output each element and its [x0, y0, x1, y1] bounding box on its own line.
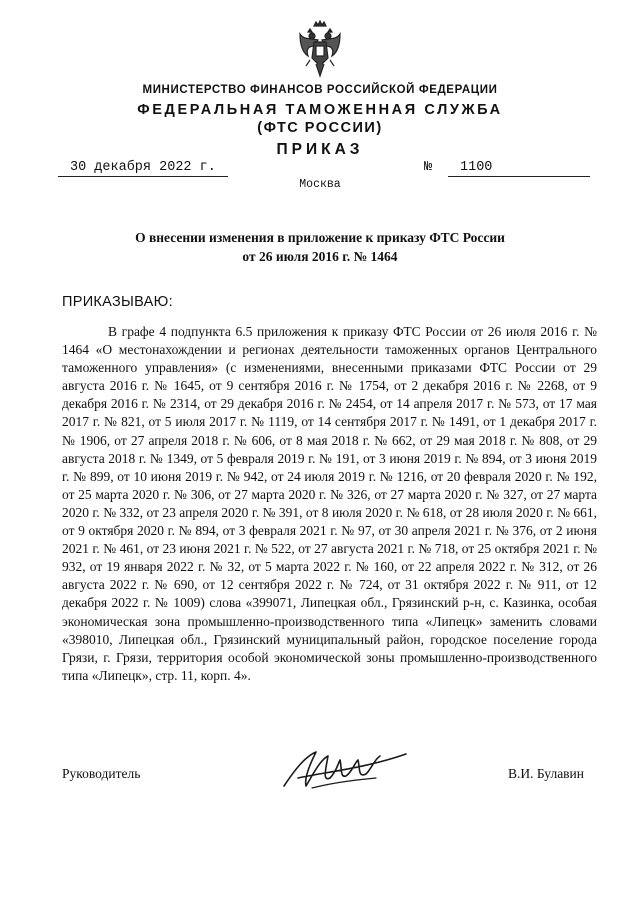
document-date: 30 декабря 2022 г.: [58, 160, 228, 177]
document-number: 1100: [448, 160, 590, 177]
signatory-name: В.И. Булавин: [508, 766, 585, 781]
service-abbreviation: (ФТС РОССИИ): [257, 120, 383, 136]
order-heading: ПРИКАЗЫВАЮ:: [62, 294, 173, 310]
coat-of-arms-icon: [298, 20, 342, 78]
signatory-role: Руководитель: [62, 766, 141, 781]
document-type: ПРИКАЗ: [276, 141, 364, 158]
order-body-paragraph: В графе 4 подпункта 6.5 приложения к приказу ФТС России от 26 июля 2016 г. № 1464 «О местонахождении и регионах деятельности таможенных органов Центрального таможенного управления» (с изменениями, внесенными приказами ФТС России от 29 августа 2016 г. № 1645, от 9 сентября 2016 г. № 1754, от 2 декабря 2016 г. № 2268, от 9 декабря 2016 г. № 2314, от 29 декабря 2016 г. № 2454, от 14 апреля 2017 г. № 573, от 17 мая 2017 г. № 821, от 5 июля 2017 г. № 1119, от 14 сентября 2017 г. № 1491, от 1 декабря 2017 г. № 1906, от 27 апреля 2018 г. № 606, от 8 мая 2018 г. № 662, от 29 мая 2018 г. № 808, от 29 августа 2018 г. № 1349, от 5 февраля 2019 г. № 191, от 3 июня 2019 г. № 894, от 3 июня 2019 г. № 899, от 10 июня 2019 г. № 942, от 24 июля 2019 г. № 1216, от 20 февраля 2020 г. № 192, от 25 марта 2020 г. № 306, от 27 марта 2020 г. № 326, от 27 марта 2020 г. № 327, от 27 марта 2020 г. № 332, от 23 апреля 2020 г. № 391, от 8 июля 2020 г. № 618, от 28 июля 2020 г. № 661, от 9 октября 2020 г. № 894, от 3 февраля 2021 г. № 97, от 30 апреля 2021 г. № 376, от 2 июня 2021 г. № 461, от 23 июня 2021 г. № 522, от 27 августа 2021 г. № 718, от 25 октября 2021 г. № 932, от 19 января 2022 г. № 32, от 5 марта 2022 г. № 160, от 22 апреля 2022 г. № 312, от 26 августа 2022 г. № 690, от 12 сентября 2022 г. № 724, от 31 октября 2022 г. № 911, от 12 декабря 2022 г. № 1009) слова «399071, Липецкая обл., Грязинский р-н, с. Казинка, особая экономическая зона промышленно-производственного типа «Липецк» заменить словами «398010, Липецкая обл., Грязинский муниципальный район, городское поселение города Грязи, г. Грязи, территория особой экономической зоны промышленно-производственного типа «Липецк», стр. 11, корп. 4».: [62, 324, 597, 683]
service-name: ФЕДЕРАЛЬНАЯ ТАМОЖЕННАЯ СЛУЖБА: [137, 102, 503, 118]
subject-line-1: О внесении изменения в приложение к приказу ФТС России: [135, 230, 505, 245]
subject-line-2: от 26 июля 2016 г. № 1464: [242, 249, 398, 264]
document-city: Москва: [299, 178, 341, 191]
handwritten-signature: [276, 738, 416, 798]
ministry-name: МИНИСТЕРСТВО ФИНАНСОВ РОССИЙСКОЙ ФЕДЕРАЦИИ: [142, 84, 498, 96]
document-subject: [80, 228, 560, 266]
number-label: №: [424, 160, 433, 175]
